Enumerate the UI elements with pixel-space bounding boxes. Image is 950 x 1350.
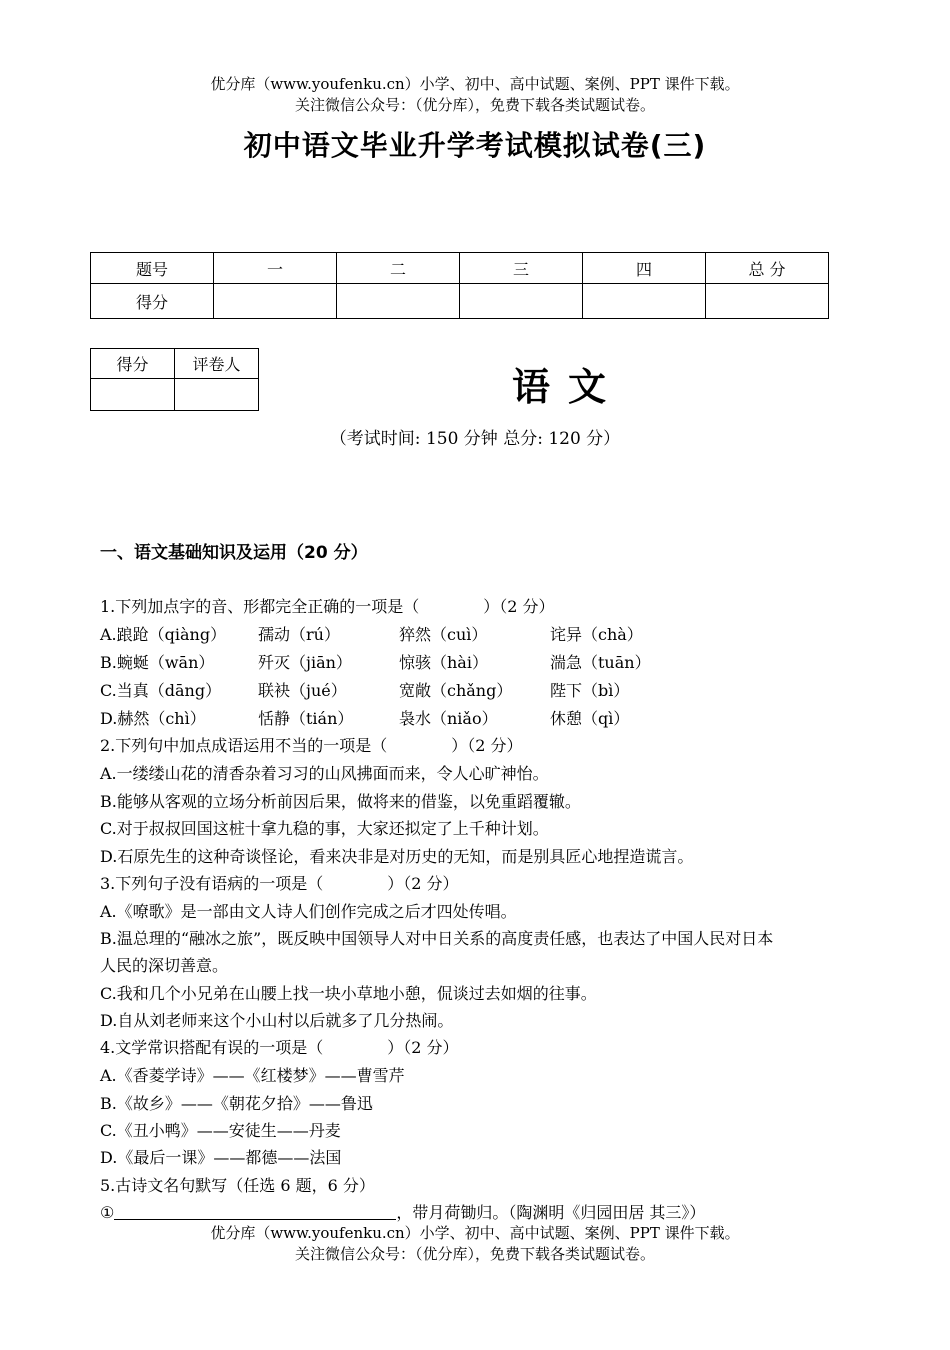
grader-name-label: 评卷人 (175, 349, 259, 379)
q1-option-a (100, 622, 750, 644)
score-header-cell: 四 (583, 253, 706, 284)
q1-b-3: 惊骇（hài） (399, 653, 488, 672)
q1-d-3: 袅水（niǎo） (399, 709, 498, 728)
q5-item-1-prefix: ① (100, 1203, 115, 1222)
q1-a-4: 诧异（chà） (550, 625, 643, 644)
q5-item-1 (100, 1200, 705, 1223)
score-table (90, 252, 829, 319)
section-1-title: 一、语文基础知识及运用（20 分） (100, 543, 368, 563)
q2-option-c: C.对于叔叔回国这桩十拿九稳的事，大家还拟定了上千种计划。 (100, 819, 549, 838)
score-input-cell[interactable] (460, 284, 583, 319)
q1-a-3: 猝然（cuì） (399, 625, 488, 644)
score-header-cell: 一 (214, 253, 337, 284)
score-input-cell[interactable] (706, 284, 829, 319)
q2-option-d: D.石原先生的这种奇谈怪论，看来决非是对历史的无知，而是别具匠心地捏造谎言。 (100, 847, 694, 866)
footer-line-2: 关注微信公众号：（优分库），免费下载各类试题试卷。 (294, 1245, 655, 1263)
q1-c-2: 联袂（jué） (258, 681, 347, 700)
q3-option-b-cont: 人民的深切善意。 (100, 956, 229, 975)
q1-d-1: D.赫然（chì） (100, 709, 206, 728)
q3-option-c: C.我和几个小兄弟在山腰上找一块小草地小憩，侃谈过去如烟的往事。 (100, 984, 597, 1003)
q1-b-4: 湍急（tuān） (550, 653, 651, 672)
q1-a-1: A.踉跄（qiàng） (100, 625, 227, 644)
grader-score-cell[interactable] (91, 379, 175, 411)
footer-line-1: 优分库（www.youfenku.cn）小学、初中、高中试题、案例、PPT 课件下载。 (210, 1224, 740, 1242)
q5-item-1-suffix: ，带月荷锄归。（陶渊明《归园田居 其三》） (396, 1203, 706, 1222)
score-header-cell: 总 分 (706, 253, 829, 284)
q1-d-2: 恬静（tián） (258, 709, 354, 728)
score-row-label: 得分 (91, 284, 214, 319)
score-input-cell[interactable] (583, 284, 706, 319)
q1-b-1: B.蜿蜒（wān） (100, 653, 215, 672)
q5-stem: 5.古诗文名句默写（任选 6 题，6 分） (100, 1176, 375, 1195)
q1-c-1: C.当真（dāng） (100, 681, 222, 700)
score-input-cell[interactable] (214, 284, 337, 319)
q4-option-c: C.《丑小鸭》——安徒生——丹麦 (100, 1121, 341, 1140)
q4-option-a: A.《香菱学诗》——《红楼梦》——曹雪芹 (100, 1066, 405, 1085)
q3-option-b: B.温总理的“融冰之旅”，既反映中国领导人对中日关系的高度责任感，也表达了中国人民对日本 (100, 929, 774, 948)
q1-a-2: 孺动（rú） (258, 625, 340, 644)
q1-option-b (100, 650, 750, 672)
q1-d-4: 休憩（qì） (550, 709, 630, 728)
q3-stem: 3.下列句子没有语病的一项是（ ）（2 分） (100, 874, 459, 893)
header-line-2: 关注微信公众号：（优分库），免费下载各类试题试卷。 (294, 96, 655, 114)
q3-option-d: D.自从刘老师来这个小山村以后就多了几分热闹。 (100, 1011, 454, 1030)
q2-option-a: A.一缕缕山花的清香杂着习习的山风拂面而来，令人心旷神怡。 (100, 764, 549, 783)
q1-stem: 1.下列加点字的音、形都完全正确的一项是（ ）（2 分） (100, 597, 555, 616)
q4-option-b: B.《故乡》——《朝花夕拾》——鲁迅 (100, 1094, 373, 1113)
q4-option-d: D.《最后一课》——都德——法国 (100, 1148, 342, 1167)
exam-info: （考试时间: 150 分钟 总分: 120 分） (329, 429, 621, 449)
grader-table (90, 348, 259, 411)
score-header-cell: 三 (460, 253, 583, 284)
subject-heading: 语文 (512, 364, 625, 409)
q1-c-4: 陛下（bì） (550, 681, 630, 700)
header-line-1: 优分库（www.youfenku.cn）小学、初中、高中试题、案例、PPT 课件下载。 (210, 75, 740, 93)
score-header-cell: 题号 (91, 253, 214, 284)
q1-option-d (100, 706, 750, 728)
page-title: 初中语文毕业升学考试模拟试卷(三) (243, 129, 707, 162)
grader-name-cell[interactable] (175, 379, 259, 411)
q3-option-a: A.《嘹歌》是一部由文人诗人们创作完成之后才四处传唱。 (100, 902, 517, 921)
q2-option-b: B.能够从客观的立场分析前因后果，做将来的借鉴，以免重蹈覆辙。 (100, 792, 581, 811)
q1-c-3: 宽敞（chǎng） (399, 681, 513, 700)
q4-stem: 4.文学常识搭配有误的一项是（ ）（2 分） (100, 1038, 459, 1057)
q5-item-1-blank[interactable] (114, 1203, 396, 1220)
score-header-cell: 二 (337, 253, 460, 284)
q1-option-c (100, 678, 750, 700)
q2-stem: 2.下列句中加点成语运用不当的一项是（ ）（2 分） (100, 736, 523, 755)
grader-score-label: 得分 (91, 349, 175, 379)
q1-b-2: 歼灭（jiān） (258, 653, 352, 672)
score-input-cell[interactable] (337, 284, 460, 319)
